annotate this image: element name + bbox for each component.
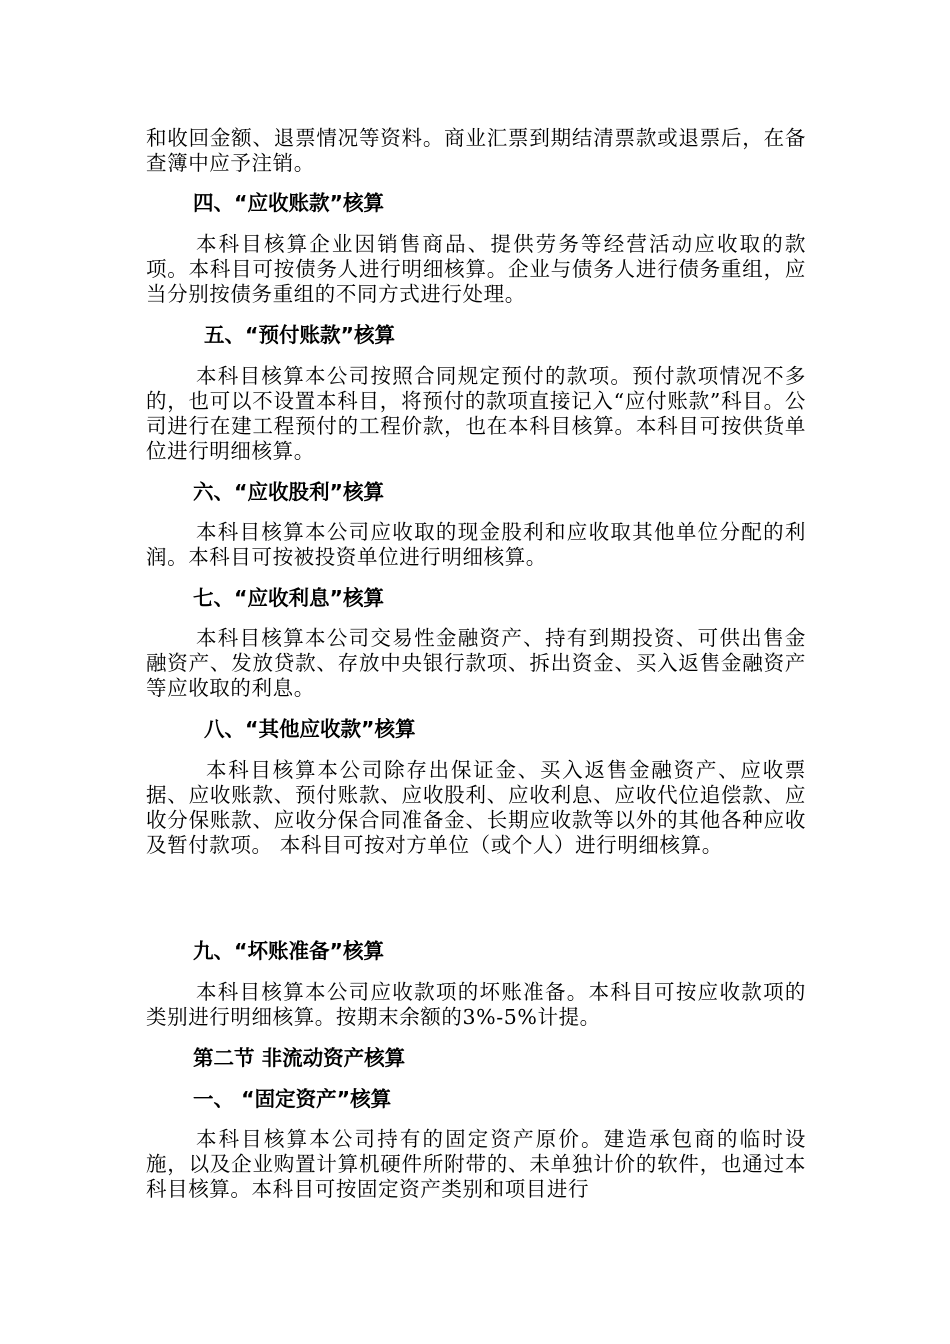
paragraph-prepayments: 本科目核算本公司按照合同规定预付的款项。预付款项情况不多的，也可以不设置本科目，将预付的款项直接记入“应付账款”科目。公司进行在建工程预付的工程价款，也在本科目核算。本科目可按供货单位进行明细核算。 [146, 364, 806, 463]
heading-other-receivables: 八、“其他应收款”核算 [204, 717, 416, 741]
heading-prepayments: 五、“预付账款”核算 [204, 323, 395, 347]
paragraph-accounts-receivable: 本科目核算企业因销售商品、提供劳务等经营活动应收取的款项。本科目可按债务人进行明细核算。企业与债务人进行债务重组，应当分别按债务重组的不同方式进行处理。 [146, 232, 806, 306]
paragraph-notes-payable-continued: 和收回金额、退票情况等资料。商业汇票到期结清票款或退票后，在备查簿中应予注销。 [146, 126, 806, 175]
heading-bad-debt-provision: 九、“坏账准备”核算 [193, 939, 384, 963]
paragraph-other-receivables: 本科目核算本公司除存出保证金、买入返售金融资产、应收票据、应收账款、预付账款、应收股利、应收利息、应收代位追偿款、应收分保账款、应收分保合同准备金、长期应收款等以外的其他各种应收及暂付款项。 本科目可按对方单位（或个人）进行明细核算。 [146, 758, 806, 857]
heading-fixed-assets: 一、 “固定资产”核算 [193, 1087, 392, 1111]
heading-interest-receivable: 七、“应收利息”核算 [193, 586, 384, 610]
paragraph-bad-debt-provision: 本科目核算本公司应收款项的坏账准备。本科目可按应收款项的类别进行明细核算。按期末余额的3%-5%计提。 [146, 980, 806, 1029]
heading-accounts-receivable: 四、“应收账款”核算 [193, 191, 384, 215]
heading-section-noncurrent-assets: 第二节 非流动资产核算 [193, 1046, 406, 1070]
heading-dividends-receivable: 六、“应收股利”核算 [193, 480, 384, 504]
paragraph-interest-receivable: 本科目核算本公司交易性金融资产、持有到期投资、可供出售金融资产、发放贷款、存放中央银行款项、拆出资金、买入返售金融资产等应收取的利息。 [146, 626, 806, 700]
paragraph-fixed-assets: 本科目核算本公司持有的固定资产原价。建造承包商的临时设施，以及企业购置计算机硬件所附带的、未单独计价的软件，也通过本科目核算。本科目可按固定资产类别和项目进行 [146, 1127, 806, 1201]
paragraph-dividends-receivable: 本科目核算本公司应收取的现金股利和应收取其他单位分配的利润。本科目可按被投资单位进行明细核算。 [146, 520, 806, 569]
